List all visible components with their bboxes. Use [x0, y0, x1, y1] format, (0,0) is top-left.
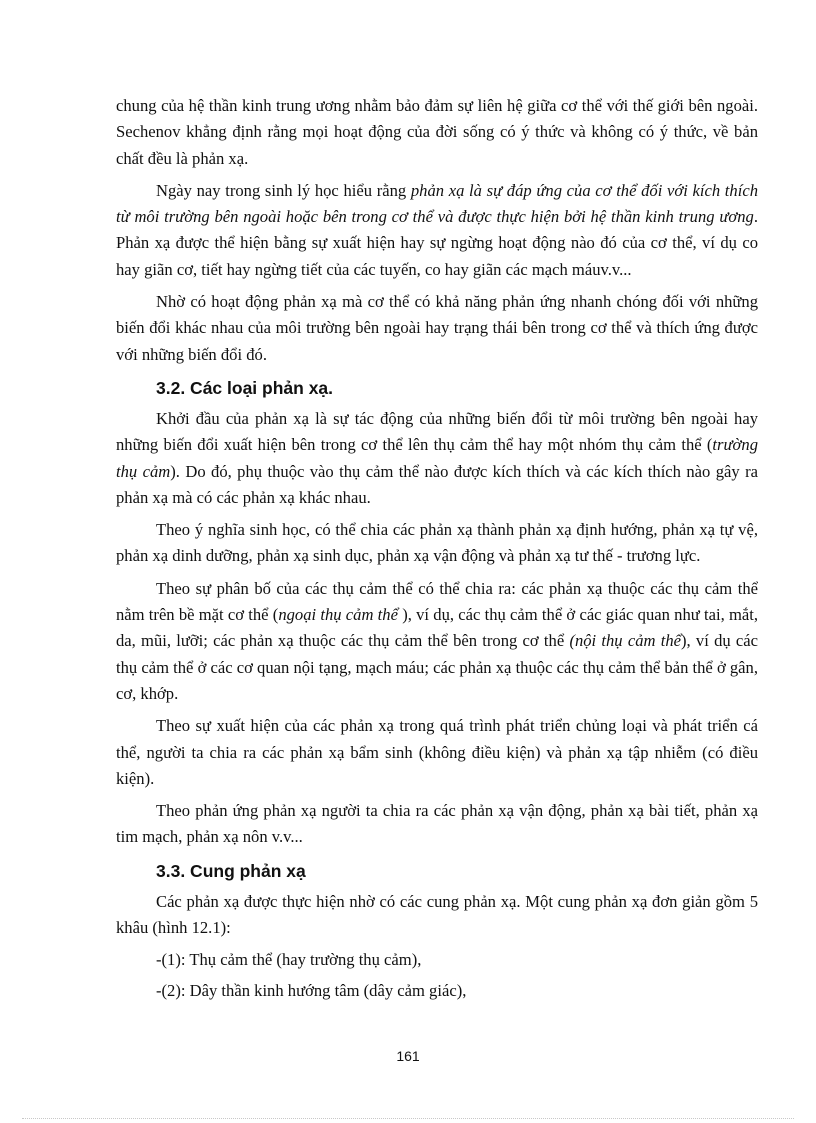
paragraph-reflex-arc: Các phản xạ được thực hiện nhờ có các cung phản xạ. Một cung phản xạ đơn giản gồm 5 khâu (hình 12.1):	[116, 891, 758, 938]
section-heading-3-2: 3.2. Các loại phản xạ.	[156, 377, 334, 398]
paragraph-biological-meaning: Theo ý nghĩa sinh học, có thể chia các phản xạ thành phản xạ định hướng, phản xạ tự vệ, phản xạ dinh dưỡng, phản xạ sinh dục, phản xạ vận động và phản xạ tư thế - trương lực.	[116, 520, 758, 566]
section-heading-3-3: 3.3. Cung phản xạ	[156, 860, 306, 881]
italic-term: ngoại thụ cảm thể	[278, 605, 398, 625]
text-run: Ngày nay trong sinh lý học hiểu rằng	[156, 180, 411, 200]
paragraph-innate-acquired: Theo sự xuất hiện của các phản xạ trong quá trình phát triển chủng loại và phát triển cá thể, người ta chia ra các phản xạ bẩm sinh (không điều kiện) và phản xạ tập nhiễm (có điều kiện).	[116, 716, 758, 788]
paragraph-receptor-distribution	[116, 576, 758, 707]
page-bottom-divider	[22, 1118, 794, 1119]
text-run: Theo sự phân bố của các thụ cảm thể có thể chia ra: các phản xạ thuộc các thụ cảm thể nằm trên bề mặt cơ thể (	[116, 578, 758, 625]
text-run: ). Do đó, phụ thuộc vào thụ cảm thể nào được kích thích và các kích thích nào gây ra phản xạ mà có các phản xạ khác nhau.	[116, 461, 758, 507]
page-number: 161	[396, 1048, 420, 1064]
list-item: -(2): Dây thần kinh hướng tâm (dây cảm giác),	[156, 980, 467, 1000]
text-run: Khởi đầu của phản xạ là sự tác động của những biến đổi từ môi trường bên ngoài hay những biến đổi xuất hiện bên trong cơ thể lên thụ cảm thể hay một nhóm thụ cảm thể (	[116, 408, 758, 455]
italic-definition: phản xạ là sự đáp ứng của cơ thể đối với kích thích từ môi trường bên ngoài hoặc bên trong cơ thể và được thực hiện bởi hệ thần kinh trung ương	[116, 180, 758, 227]
list-item: -(1): Thụ cảm thể (hay trường thụ cảm),	[156, 950, 422, 970]
text-run: . Phản xạ được thể hiện bằng sự xuất hiện hay sự ngừng hoạt động nào đó của cơ thể, ví dụ co hay giãn cơ, tiết hay ngừng tiết của các tuyến, co hay giãn các mạch máuv.v...	[116, 207, 758, 279]
paragraph-reflex-responses: Theo phản ứng phản xạ người ta chia ra các phản xạ vận động, phản xạ bài tiết, phản xạ tim mạch, phản xạ nôn v.v...	[116, 801, 758, 847]
text-run: ), ví dụ, các thụ cảm thể ở các giác quan như tai, mắt, da, mũi, lưỡi; các phản xạ thuộc các thụ cảm thể bên trong cơ thể	[116, 605, 758, 651]
paragraph-reflex-adaptation: Nhờ có hoạt động phản xạ mà cơ thể có khả năng phản ứng nhanh chóng đối với những biến đổi khác nhau của môi trường bên ngoài hay trạng thái bên trong cơ thể và thích ứng được với những biến đổi đó.	[116, 292, 758, 364]
paragraph-continuation: chung của hệ thần kinh trung ương nhằm bảo đảm sự liên hệ giữa cơ thể với thế giới bên ngoài. Sechenov khẳng định rằng mọi hoạt động của đời sống có ý thức và không có ý thức, về bản chất đều là phản xạ.	[116, 96, 758, 168]
italic-term: trường thụ cảm	[116, 435, 758, 481]
text-run: ), ví dụ các thụ cảm thể ở các cơ quan nội tạng, mạch máu; các phản xạ thuộc các thụ cảm thể bản thể ở gân, cơ, khớp.	[116, 631, 758, 703]
paragraph-reflex-origin	[116, 406, 758, 511]
paragraph-reflex-definition	[116, 178, 758, 283]
page-body	[116, 93, 758, 1008]
italic-term: (nội thụ cảm thể	[569, 631, 682, 651]
